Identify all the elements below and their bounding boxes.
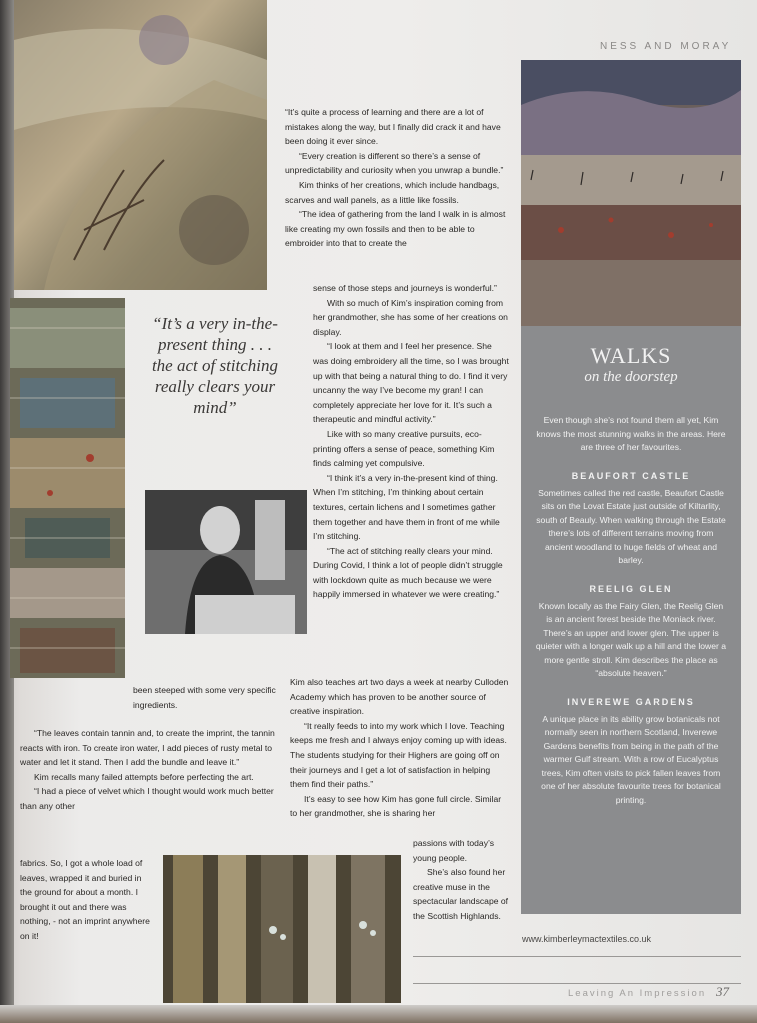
walks-sidebar — [521, 326, 741, 914]
divider — [413, 983, 741, 984]
paragraph: She’s also found her creative muse in the spectacular landscape of the Scottish Highlands. — [413, 867, 509, 921]
walk-heading: BEAUFORT CASTLE — [571, 470, 691, 481]
page-bottom-edge — [0, 1005, 757, 1023]
paragraph: Kim also teaches art two days a week at nearby Culloden Academy which has proven to be another source of creative inspiration. — [290, 677, 509, 717]
paragraph: “I had a piece of velvet which I thought would work much better than any other — [20, 786, 274, 811]
paragraph: “Every creation is different so there’s a sense of unpredictability and curiosity when you unwrap a bundle.” — [285, 150, 504, 176]
paragraph: “It’s quite a process of learning and there are a lot of mistakes along the way, but I finally did crack it and have been doing it ever since. — [285, 107, 501, 147]
page-number: 37 — [716, 984, 729, 999]
paragraph: Kim recalls many failed attempts before perfecting the art. — [34, 771, 254, 782]
paragraph: With so much of Kim’s inspiration coming from her grandmother, she has some of her creations on display. — [313, 297, 508, 337]
sidebar-intro: Even though she’s not found them all yet, Kim knows the most stunning walks in the areas. Here are three of her favourites. — [536, 415, 726, 452]
eco-print-fabric-photo — [14, 0, 267, 290]
sidebar-subtitle: on the doorstep — [584, 369, 678, 385]
article-column-left-b — [20, 726, 282, 814]
walk-description: A unique place in its ability grow botanicals not normally seen in northern Scotland, Inverewe Gardens benefits from being in the path of the warmer Gulf stream. With a row of Eucalyptus trees, Kim often visits to pick fallen leaves from one of her absolute favourite trees for botanical printing. — [541, 713, 721, 805]
paragraph: It’s easy to see how Kim has gone full circle. Similar to her grandmother, she is sharing her — [290, 793, 502, 819]
paragraph: “The leaves contain tannin and, to create the imprint, the tannin reacts with iron. To create iron water, I add pieces of rusty metal to water and let it stand. Then I add the bundle and leave it.” — [20, 728, 275, 768]
paragraph: “The idea of gathering from the land I walk in is almost like creating my own fossils and then to be able to embroider into that to create the — [285, 209, 506, 249]
paragraph: been steeped with some very specific ingredients. — [133, 685, 276, 710]
paragraph: “I look at them and I feel her presence. She was doing embroidery all the time, so I was brought up with that being a natural thing to do. I find it very uncanny the way I’ve become my gran! I can completely appreciate her love for it. It’s such a therapeutic and mindful activity.” — [313, 341, 509, 425]
paragraph: Like with so many creative pursuits, eco-printing offers a sense of peace, something Kim finds calming yet compulsive. — [313, 428, 495, 469]
sidebar-title: WALKS — [590, 343, 672, 368]
paragraph: Kim thinks of her creations, which include handbags, scarves and wall panels, as a little like fossils. — [285, 179, 500, 205]
pull-quote: “It’s a very in-the-present thing . . . the act of stitching really clears your mind” — [151, 314, 279, 417]
walk-description: Sometimes called the red castle, Beaufort Castle sits on the Lovat Estate just outside of Kiltarlity, south of Beauly. When walking through the Estate there’s lots of different terrains moving from ancient woodland to huge fields of wheat and barley. — [536, 487, 726, 565]
walk-description: Known locally as the Fairy Glen, the Reelig Glen is an ancient forest beside the Moniack river. There’s an upper and lower glen. The upper is quieter with a longer walk up a hill and the lower a more gentle stroll. Kim describes the place as “absolute heaven.” — [535, 600, 727, 678]
landscape-textile-photo — [521, 60, 741, 328]
paragraph: fabrics. So, I got a whole load of leaves, wrapped it and buried in the ground for about a month. I brought it out and there was nothing, - not an imprint anywhere on it! — [20, 858, 150, 941]
website-url[interactable]: www.kimberleymactextiles.co.uk — [522, 934, 652, 944]
stitched-strips-photo — [163, 855, 401, 1003]
portrait-photo — [145, 490, 307, 634]
stitched-textile-panel-photo — [10, 298, 125, 678]
divider — [413, 956, 741, 957]
walk-heading: INVEREWE GARDENS — [567, 696, 695, 707]
article-column-center-d — [413, 836, 509, 924]
paragraph: “The act of stitching really clears your mind. During Covid, I think a lot of people didn’t struggle with lockdown quite as much because we were happily immersed in whatever we were creating.” — [313, 545, 503, 600]
paragraph: sense of those steps and journeys is wonderful.” — [313, 283, 497, 293]
article-column-center-c — [290, 675, 509, 821]
section-header: NESS AND MORAY — [600, 41, 732, 52]
article-column-left — [133, 683, 279, 712]
article-column-center — [285, 105, 509, 251]
article-column-center-b — [313, 281, 509, 602]
article-column-left-c — [20, 856, 154, 944]
paragraph: passions with today’s young people. — [413, 838, 495, 863]
footer-label: Leaving An Impression — [568, 988, 707, 999]
paragraph: “It really feeds to into my work which I love. Teaching keeps me fresh and I always enjoy coming up with ideas. The students studying for their Highers are going off on their journeys and I get a lot of satisfaction in helping them find their paths.” — [290, 720, 507, 790]
walk-heading: REELIG GLEN — [589, 583, 673, 594]
paragraph: “I think it’s a very in-the-present kind of thing. When I’m stitching, I’m thinking about certain textures, certain lichens and I sometimes gather them together and have them in front of me while I’m stitching. — [313, 472, 500, 542]
